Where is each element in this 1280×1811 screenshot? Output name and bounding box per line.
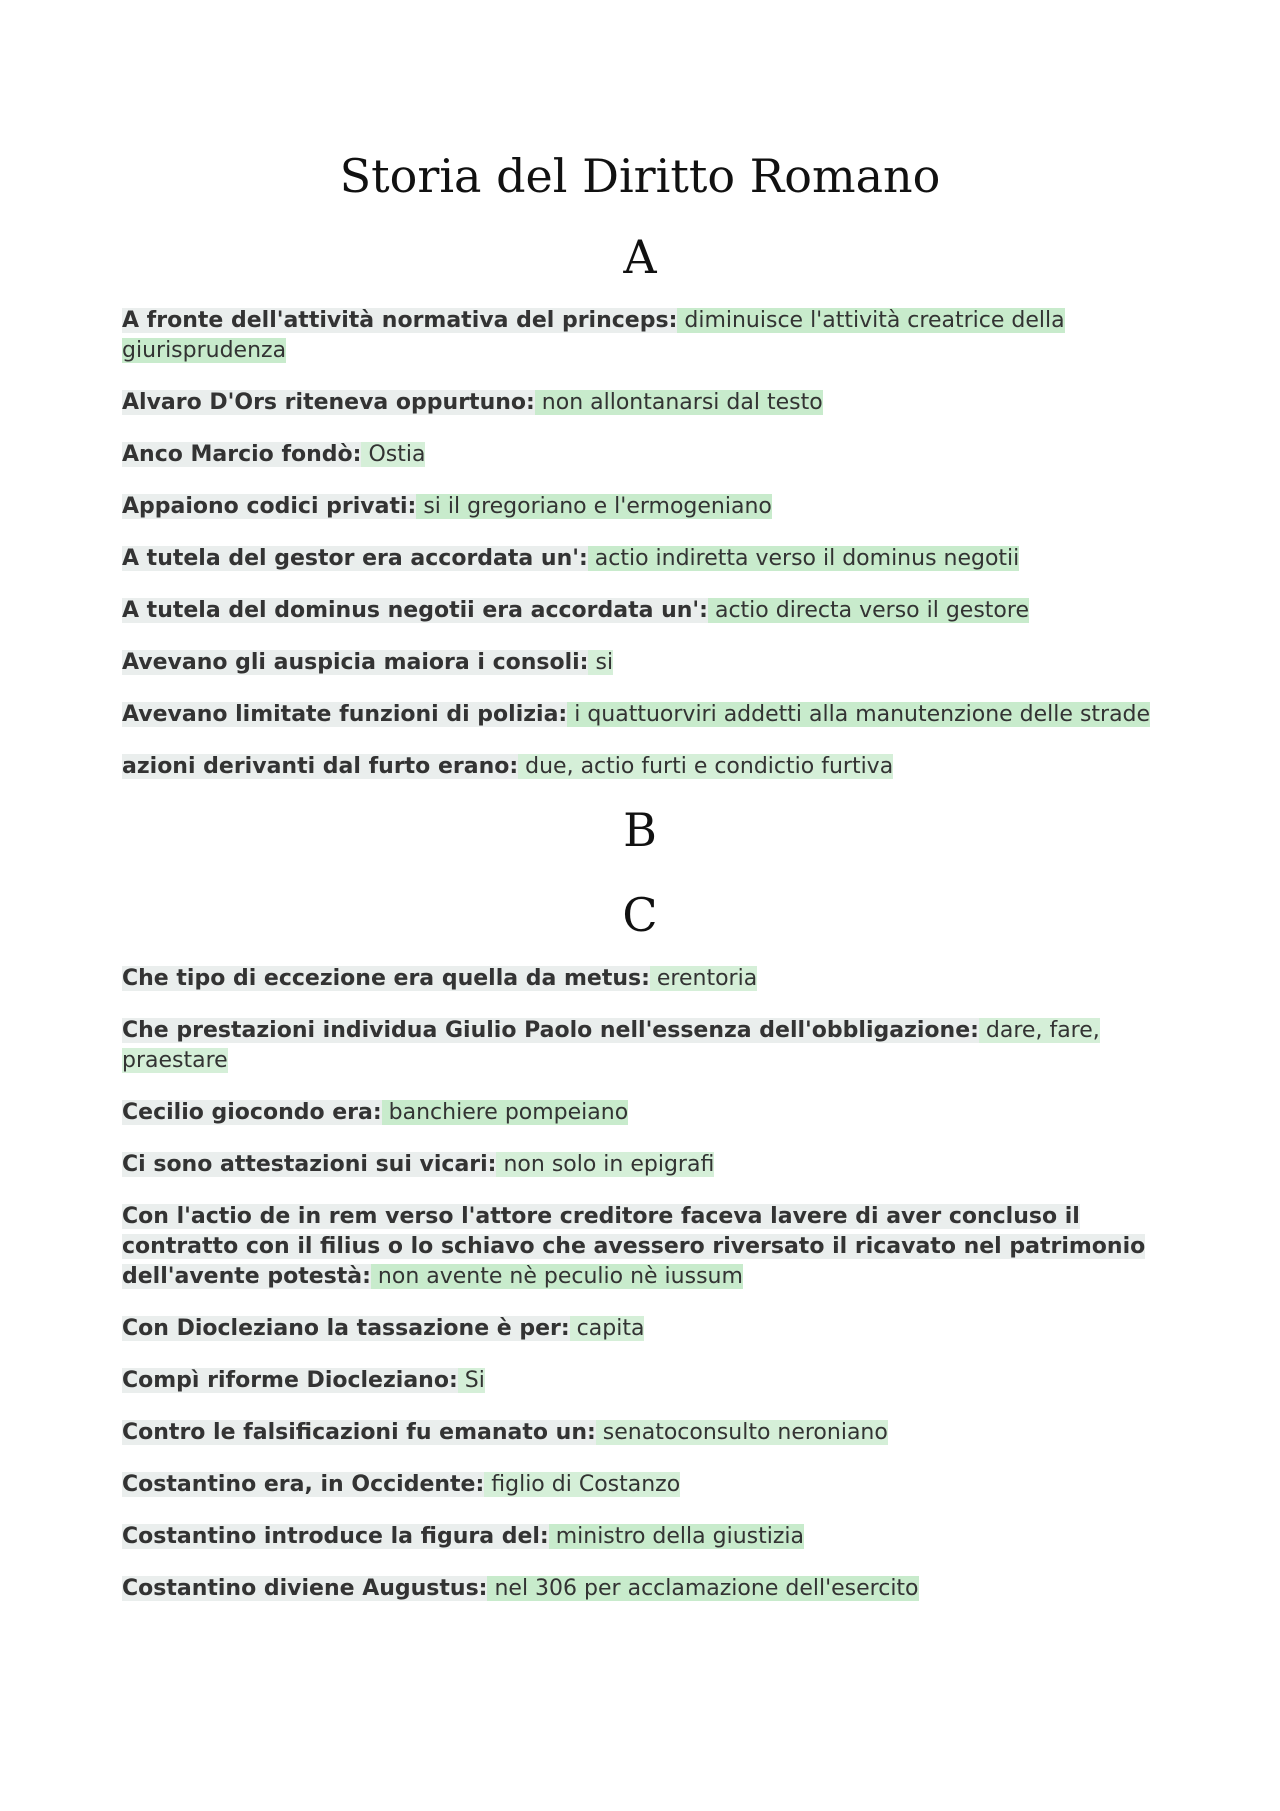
question-text: Con Diocleziano la tassazione è per: (122, 1315, 570, 1341)
question-text: Alvaro D'Ors riteneva oppurtuno: (122, 389, 535, 415)
question-text: A tutela del gestor era accordata un': (122, 545, 588, 571)
section-heading-c: C (622, 887, 658, 942)
question-text: Che prestazioni individua Giulio Paolo nell'essenza dell'obbligazione: (122, 1017, 979, 1043)
section-heading-a: A (623, 229, 657, 284)
answer-text: capita (569, 1315, 645, 1341)
answer-text: si il gregoriano e l'ermogeniano (416, 493, 772, 519)
list-item (122, 1366, 1158, 1396)
question-text: Ci sono attestazioni sui vicari: (122, 1151, 497, 1177)
list-item (122, 1522, 1158, 1552)
answer-text: banchiere pompeiano (381, 1099, 629, 1125)
answer-text: figlio di Costanzo (484, 1471, 681, 1497)
list-item (122, 544, 1158, 574)
answer-text: due, actio furti e condictio furtiva (518, 753, 894, 779)
question-text: Costantino introduce la figura del: (122, 1523, 549, 1549)
list-item (122, 440, 1158, 470)
question-text: Che tipo di eccezione era quella da metus: (122, 965, 650, 991)
question-text: Con l'actio de in rem verso l'attore creditore faceva lavere di aver concluso il contratto con il filius o lo schiavo che avessero riversato il ricavato nel patrimonio dell'avente potestà: (122, 1203, 1146, 1289)
list-item (122, 1202, 1158, 1292)
list-item (122, 1150, 1158, 1180)
question-text: A fronte dell'attività normativa del princeps: (122, 307, 678, 333)
answer-text: i quattuorviri addetti alla manutenzione delle strade (567, 701, 1151, 727)
answer-text: actio directa verso il gestore (707, 597, 1029, 623)
question-text: azioni derivanti dal furto erano: (122, 753, 519, 779)
list-item (122, 1470, 1158, 1500)
question-text: Compì riforme Diocleziano: (122, 1367, 458, 1393)
document-page (122, 150, 1158, 1626)
question-text: Appaiono codici privati: (122, 493, 417, 519)
question-text: Costantino era, in Occidente: (122, 1471, 485, 1497)
question-text: Avevano gli auspicia maiora i consoli: (122, 649, 589, 675)
answer-text: Si (457, 1367, 485, 1393)
list-item (122, 1418, 1158, 1448)
list-item (122, 964, 1158, 994)
question-text: Costantino diviene Augustus: (122, 1575, 488, 1601)
answer-text: diminuisce l'attività creatrice della giurisprudenza (122, 307, 1065, 363)
answer-text: senatoconsulto neroniano (595, 1419, 888, 1445)
answer-text: nel 306 per acclamazione dell'esercito (487, 1575, 919, 1601)
section-heading-b: B (623, 802, 657, 857)
answer-text: dare, fare, praestare (122, 1017, 1100, 1073)
list-item (122, 1314, 1158, 1344)
page-title: Storia del Diritto Romano (339, 149, 941, 203)
list-item (122, 492, 1158, 522)
question-text: Cecilio giocondo era: (122, 1099, 382, 1125)
question-text: A tutela del dominus negotii era accordata un': (122, 597, 708, 623)
answer-text: actio indiretta verso il dominus negotii (587, 545, 1020, 571)
question-text: Avevano limitate funzioni di polizia: (122, 701, 568, 727)
list-item (122, 596, 1158, 626)
answer-text: ministro della giustizia (548, 1523, 804, 1549)
list-item (122, 700, 1158, 730)
section-c-list (122, 964, 1158, 1604)
answer-text: Ostia (361, 441, 426, 467)
answer-text: non solo in epigrafi (496, 1151, 715, 1177)
list-item (122, 388, 1158, 418)
answer-text: si (588, 649, 614, 675)
answer-text: erentoria (649, 965, 758, 991)
list-item (122, 1574, 1158, 1604)
question-text: Anco Marcio fondò: (122, 441, 362, 467)
list-item (122, 1016, 1158, 1076)
answer-text: non allontanarsi dal testo (534, 389, 823, 415)
list-item (122, 752, 1158, 782)
question-text: Contro le falsificazioni fu emanato un: (122, 1419, 596, 1445)
answer-text: non avente nè peculio nè iussum (370, 1263, 743, 1289)
list-item (122, 306, 1158, 366)
list-item (122, 1098, 1158, 1128)
list-item (122, 648, 1158, 678)
section-a-list (122, 306, 1158, 782)
